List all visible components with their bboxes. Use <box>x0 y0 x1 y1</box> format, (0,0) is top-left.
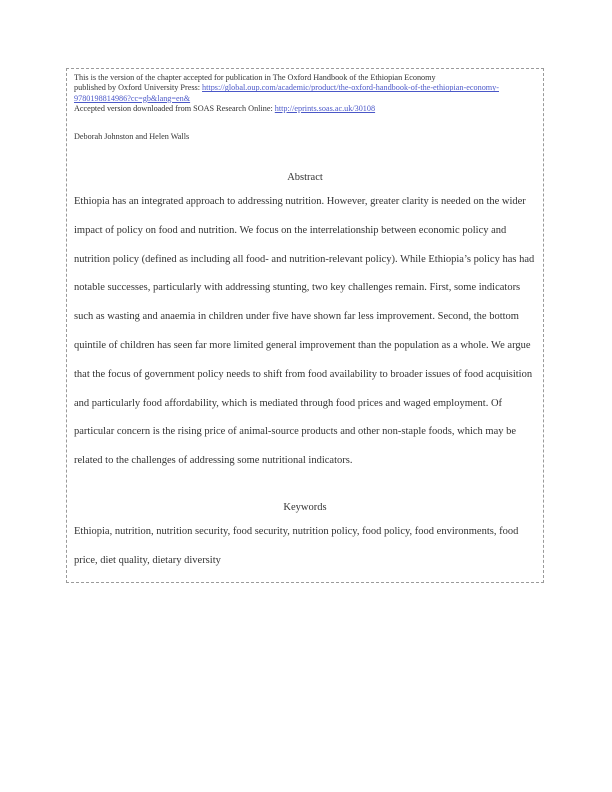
notice-line-2-prefix: published by Oxford University Press: <box>74 83 203 93</box>
publisher-link[interactable]: https://global.oup.com/academic/product/the-oxford-handbook-of-the-ethiopian-economy-9780198814986?cc=gb&lang=en& <box>74 83 499 103</box>
authors: Deborah Johnston and Helen Walls <box>74 132 190 141</box>
keywords-text: Ethiopia, nutrition, nutrition security, food security, nutrition policy, food policy, food environments, food price, diet quality, dietary diversity <box>74 526 519 566</box>
notice-line-3-prefix: Accepted version downloaded from SOAS Research Online: <box>74 104 275 114</box>
abstract-heading: Abstract <box>287 172 323 183</box>
abstract-text: Ethiopia has an integrated approach to addressing nutrition. However, greater clarity is needed on the wider impact of policy on food and nutrition. We focus on the interrelationship between economic policy and nutrition policy (defined as including all food- and nutrition-relevant policy). While Ethiopia’s policy has had notable successes, particularly with addressing stunting, two key challenges remain. First, some indicators such as wasting and anaemia in children under five have shown far less improvement. Second, the bottom quintile of children has seen far more limited general improvement than the population as a whole. We argue that the focus of government policy needs to shift from food availability to broader issues of food acquisition and particularly food affordability, which is mediated through food prices and waged employment. Of particular concern is the rising price of animal-source products and other non-staple foods, which may be related to the challenges of addressing some nutritional indicators. <box>74 196 535 467</box>
notice-line-2 <box>74 83 540 104</box>
publication-notice <box>74 73 540 115</box>
keywords-heading: Keywords <box>283 502 327 513</box>
repository-link[interactable]: http://eprints.soas.ac.uk/30108 <box>274 104 376 114</box>
notice-line-3 <box>74 104 540 114</box>
notice-line-1: This is the version of the chapter accepted for publication in The Oxford Handbook of the Ethiopian Economy <box>74 73 436 82</box>
